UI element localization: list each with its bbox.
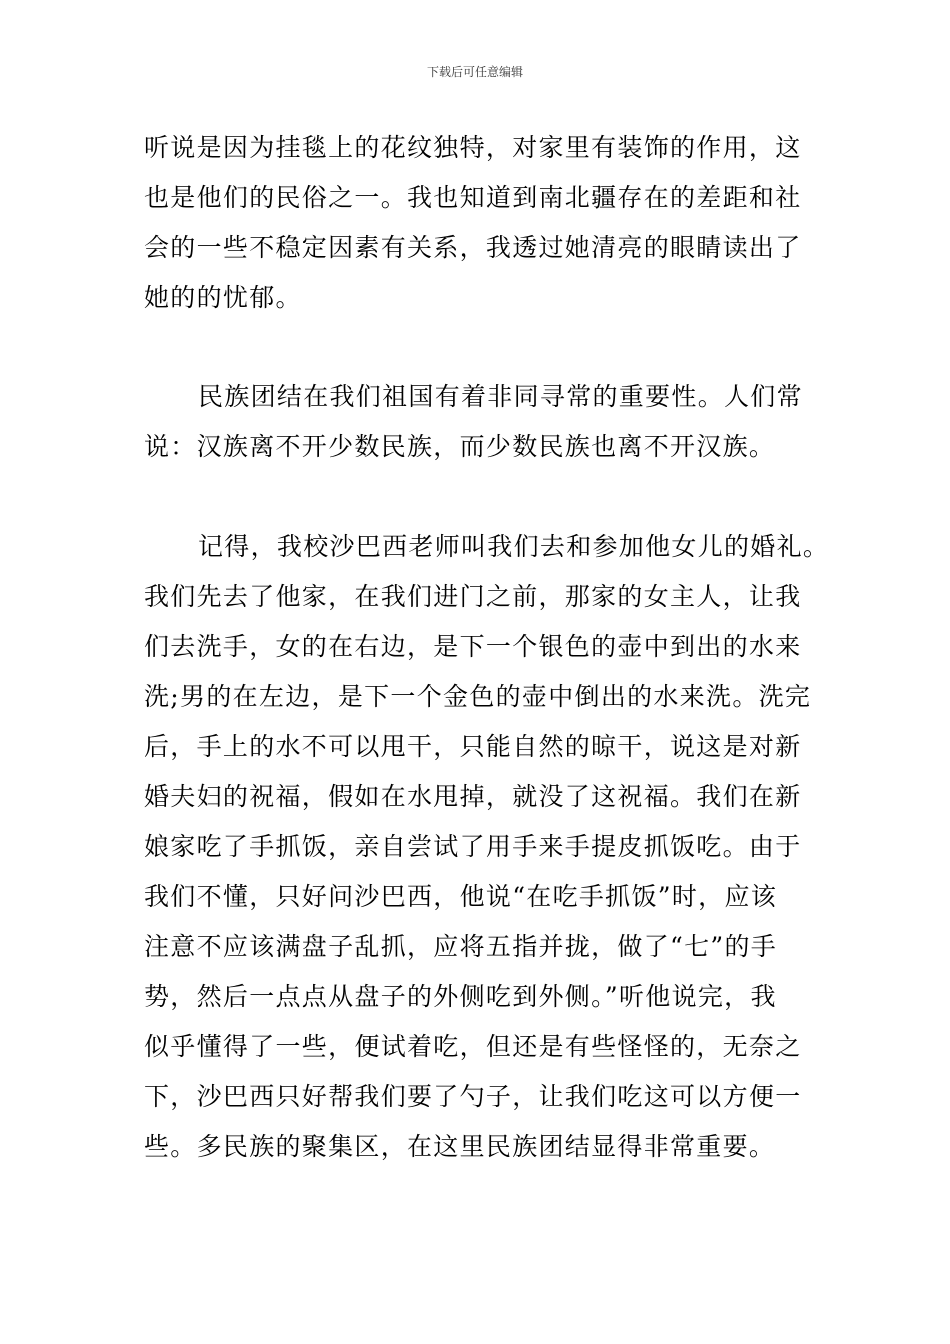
text-line: 记得，我校沙巴西老师叫我们去和参加他女儿的婚礼。 bbox=[198, 532, 830, 561]
text-line: 听说是因为挂毯上的花纹独特，对家里有装饰的作用，这 bbox=[144, 133, 802, 162]
text-line: 娘家吃了手抓饭，亲自尝试了用手来手提皮抓饭吃。由于 bbox=[144, 832, 802, 861]
text-line: 们去洗手，女的在右边，是下一个银色的壶中到出的水来 bbox=[144, 632, 802, 661]
text-line: 似乎懂得了一些，便试着吃，但还是有些怪怪的，无奈之 bbox=[144, 1032, 802, 1061]
text-line: 势，然后一点点从盘子的外侧吃到外侧。”听他说完，我 bbox=[144, 982, 777, 1011]
text-line: 我们先去了他家，在我们进门之前，那家的女主人，让我 bbox=[144, 582, 802, 611]
text-line: 后，手上的水不可以甩干，只能自然的晾干，说这是对新 bbox=[144, 732, 802, 761]
text-line: 下，沙巴西只好帮我们要了勺子，让我们吃这可以方便一 bbox=[144, 1082, 802, 1111]
text-line: 洗;男的在左边，是下一个金色的壶中倒出的水来洗。洗完 bbox=[144, 682, 812, 711]
text-line: 会的一些不稳定因素有关系，我透过她清亮的眼睛读出了 bbox=[144, 233, 802, 262]
text-line: 婚夫妇的祝福，假如在水甩掉，就没了这祝福。我们在新 bbox=[144, 782, 802, 811]
text-line: 些。多民族的聚集区，在这里民族团结显得非常重要。 bbox=[144, 1132, 776, 1161]
page-header: 下载后可任意编辑 bbox=[426, 65, 523, 79]
text-line: 注意不应该满盘子乱抓，应将五指并拢，做了“七”的手 bbox=[144, 932, 778, 961]
text-line: 她的的忧郁。 bbox=[144, 283, 302, 312]
text-line: 民族团结在我们祖国有着非同寻常的重要性。人们常 bbox=[198, 382, 803, 411]
text-line: 我们不懂，只好问沙巴西，他说“在吃手抓饭”时，应该 bbox=[144, 882, 778, 911]
text-line: 说：汉族离不开少数民族，而少数民族也离不开汉族。 bbox=[144, 432, 776, 461]
text-line: 也是他们的民俗之一。我也知道到南北疆存在的差距和社 bbox=[144, 183, 802, 212]
